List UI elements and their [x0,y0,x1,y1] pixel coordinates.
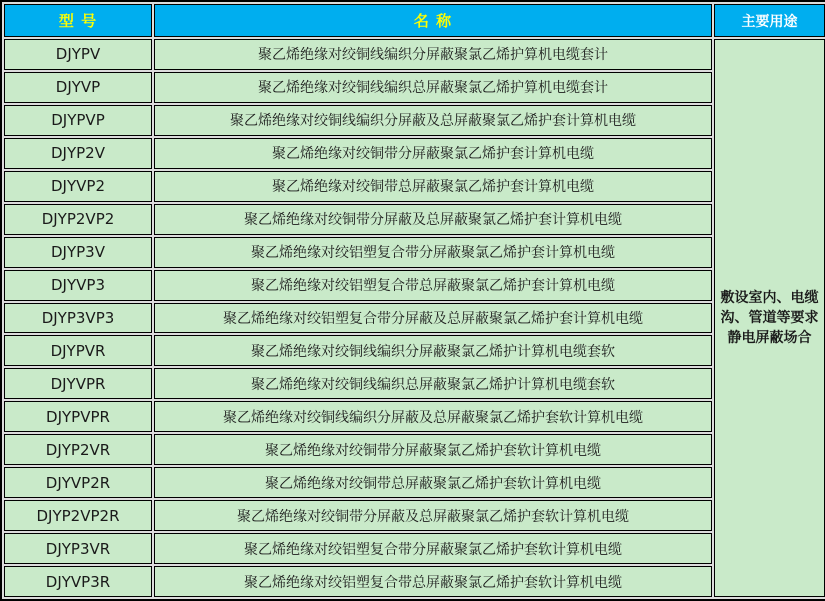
usage-cell: 敷设室内、电缆沟、管道等要求静电屏蔽场合 [714,39,825,597]
model-cell: DJYP2V [4,138,152,169]
name-cell: 聚乙烯绝缘对绞铜线编织总屏蔽聚氯乙烯护算机电缆套计 [154,72,712,103]
name-cell: 聚乙烯绝缘对绞铝塑复合带总屏蔽聚氯乙烯护套软计算机电缆 [154,566,712,597]
model-cell: DJYVP [4,72,152,103]
model-cell: DJYP2VP2 [4,204,152,235]
model-cell: DJYP2VP2R [4,500,152,531]
col-header-model: 型 号 [4,4,152,37]
table-row [4,533,825,564]
table-row [4,401,825,432]
model-cell: DJYVP2 [4,171,152,202]
table-row [4,303,825,334]
header-row [4,4,825,37]
name-cell: 聚乙烯绝缘对绞铜线编织分屏蔽及总屏蔽聚氯乙烯护套计算机电缆 [154,105,712,136]
model-cell: DJYPV [4,39,152,70]
name-cell: 聚乙烯绝缘对绞铜带总屏蔽聚氯乙烯护套软计算机电缆 [154,467,712,498]
table-row [4,566,825,597]
name-cell: 聚乙烯绝缘对绞铜带分屏蔽及总屏蔽聚氯乙烯护套软计算机电缆 [154,500,712,531]
model-cell: DJYVP2R [4,467,152,498]
name-cell: 聚乙烯绝缘对绞铜带分屏蔽聚氯乙烯护套软计算机电缆 [154,434,712,465]
table-row [4,105,825,136]
model-cell: DJYP2VR [4,434,152,465]
name-cell: 聚乙烯绝缘对绞铝塑复合带分屏蔽聚氯乙烯护套计算机电缆 [154,237,712,268]
model-cell: DJYVP3R [4,566,152,597]
table-row [4,434,825,465]
col-header-name: 名 称 [154,4,712,37]
table-header [4,4,825,37]
table-row [4,467,825,498]
model-cell: DJYPVR [4,335,152,366]
name-cell: 聚乙烯绝缘对绞铝塑复合带分屏蔽及总屏蔽聚氯乙烯护套计算机电缆 [154,303,712,334]
col-header-usage: 主要用途 [714,4,825,37]
name-cell: 聚乙烯绝缘对绞铜线编织分屏蔽聚氯乙烯护算机电缆套计 [154,39,712,70]
table-row [4,500,825,531]
table-row [4,138,825,169]
name-cell: 聚乙烯绝缘对绞铜带总屏蔽聚氯乙烯护套计算机电缆 [154,171,712,202]
table-row [4,204,825,235]
name-cell: 聚乙烯绝缘对绞铜带分屏蔽及总屏蔽聚氯乙烯护套计算机电缆 [154,204,712,235]
table-body [4,39,825,597]
table-row [4,171,825,202]
table-row [4,72,825,103]
name-cell: 聚乙烯绝缘对绞铜线编织总屏蔽聚氯乙烯护计算机电缆套软 [154,368,712,399]
name-cell: 聚乙烯绝缘对绞铜带分屏蔽聚氯乙烯护套计算机电缆 [154,138,712,169]
table-row [4,270,825,301]
table-row [4,368,825,399]
name-cell: 聚乙烯绝缘对绞铜线编织分屏蔽聚氯乙烯护计算机电缆套软 [154,335,712,366]
model-cell: DJYPVPR [4,401,152,432]
model-cell: DJYP3V [4,237,152,268]
model-cell: DJYP3VR [4,533,152,564]
name-cell: 聚乙烯绝缘对绞铝塑复合带总屏蔽聚氯乙烯护套计算机电缆 [154,270,712,301]
table-row [4,39,825,70]
table-row [4,237,825,268]
model-cell: DJYP3VP3 [4,303,152,334]
model-cell: DJYPVP [4,105,152,136]
model-cell: DJYVPR [4,368,152,399]
name-cell: 聚乙烯绝缘对绞铝塑复合带分屏蔽聚氯乙烯护套软计算机电缆 [154,533,712,564]
table-row [4,335,825,366]
model-cell: DJYVP3 [4,270,152,301]
name-cell: 聚乙烯绝缘对绞铜线编织分屏蔽及总屏蔽聚氯乙烯护套软计算机电缆 [154,401,712,432]
